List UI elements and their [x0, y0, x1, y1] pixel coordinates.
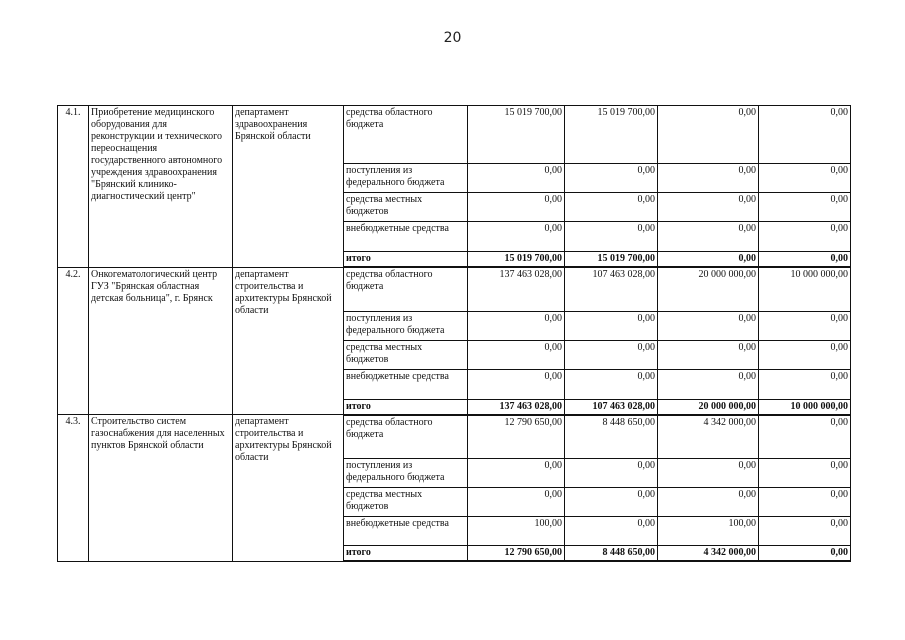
total-year-2: 4 342 000,00: [658, 546, 759, 562]
amount-year-2: 0,00: [658, 340, 759, 369]
amount-total: 0,00: [468, 459, 565, 488]
amount-year-1: 0,00: [565, 488, 658, 517]
total-year-3: 0,00: [759, 252, 851, 268]
event-title: Строительство систем газоснабжения для населенных пунктов Брянской области: [89, 415, 233, 562]
amount-year-2: 0,00: [658, 222, 759, 252]
total-label: итого: [344, 399, 468, 415]
amount-year-1: 8 448 650,00: [565, 415, 658, 459]
amount-year-1: 0,00: [565, 193, 658, 222]
total-label: итого: [344, 546, 468, 562]
amount-year-2: 4 342 000,00: [658, 415, 759, 459]
funding-source: внебюджетные средства: [344, 222, 468, 252]
executor: департамент здравоохранения Брянской области: [233, 106, 344, 268]
event-title: Приобретение медицинского оборудования для реконструкции и технического переоснащения государственного автономного учреждения здравоохранения "Брянский клинико-диагностический центр": [89, 106, 233, 268]
total-year-3: 10 000 000,00: [759, 399, 851, 415]
amount-year-3: 0,00: [759, 193, 851, 222]
table-row: [58, 106, 851, 164]
budget-table: [57, 105, 851, 562]
amount-total: 12 790 650,00: [468, 415, 565, 459]
amount-year-2: 100,00: [658, 517, 759, 546]
event-title: Онкогематологический центр ГУЗ "Брянская областная детская больница", г. Брянск: [89, 267, 233, 415]
amount-total: 0,00: [468, 311, 565, 340]
amount-year-3: 0,00: [759, 340, 851, 369]
amount-year-1: 0,00: [565, 340, 658, 369]
amount-year-2: 0,00: [658, 459, 759, 488]
amount-year-1: 0,00: [565, 459, 658, 488]
total-year-2: 0,00: [658, 252, 759, 268]
total-label: итого: [344, 252, 468, 268]
amount-year-3: 0,00: [759, 369, 851, 399]
amount-total: 0,00: [468, 340, 565, 369]
funding-source: поступления из федерального бюджета: [344, 311, 468, 340]
amount-year-2: 0,00: [658, 164, 759, 193]
funding-source: внебюджетные средства: [344, 369, 468, 399]
amount-year-3: 0,00: [759, 459, 851, 488]
table-row: [58, 415, 851, 459]
row-number: 4.1.: [58, 106, 89, 268]
amount-year-3: 0,00: [759, 311, 851, 340]
amount-year-1: 0,00: [565, 517, 658, 546]
funding-source: поступления из федерального бюджета: [344, 459, 468, 488]
amount-total: 137 463 028,00: [468, 267, 565, 311]
amount-year-3: 0,00: [759, 164, 851, 193]
total-amount: 137 463 028,00: [468, 399, 565, 415]
row-number: 4.2.: [58, 267, 89, 415]
amount-year-2: 0,00: [658, 369, 759, 399]
executor: департамент строительства и архитектуры Брянской области: [233, 267, 344, 415]
amount-year-3: 0,00: [759, 222, 851, 252]
amount-year-3: 0,00: [759, 488, 851, 517]
amount-year-2: 0,00: [658, 193, 759, 222]
funding-source: средства областного бюджета: [344, 415, 468, 459]
amount-total: 100,00: [468, 517, 565, 546]
funding-source: средства местных бюджетов: [344, 488, 468, 517]
amount-total: 15 019 700,00: [468, 106, 565, 164]
amount-total: 0,00: [468, 164, 565, 193]
funding-source: внебюджетные средства: [344, 517, 468, 546]
amount-year-3: 0,00: [759, 517, 851, 546]
table-row: [58, 267, 851, 311]
funding-source: средства областного бюджета: [344, 106, 468, 164]
amount-year-3: 0,00: [759, 415, 851, 459]
amount-year-2: 0,00: [658, 488, 759, 517]
total-year-3: 0,00: [759, 546, 851, 562]
amount-total: 0,00: [468, 488, 565, 517]
amount-year-2: 20 000 000,00: [658, 267, 759, 311]
total-year-2: 20 000 000,00: [658, 399, 759, 415]
funding-source: поступления из федерального бюджета: [344, 164, 468, 193]
amount-year-1: 15 019 700,00: [565, 106, 658, 164]
executor: департамент строительства и архитектуры Брянской области: [233, 415, 344, 562]
amount-year-1: 107 463 028,00: [565, 267, 658, 311]
amount-total: 0,00: [468, 369, 565, 399]
amount-year-1: 0,00: [565, 369, 658, 399]
total-amount: 15 019 700,00: [468, 252, 565, 268]
amount-year-2: 0,00: [658, 311, 759, 340]
amount-year-1: 0,00: [565, 311, 658, 340]
amount-year-3: 0,00: [759, 106, 851, 164]
total-amount: 12 790 650,00: [468, 546, 565, 562]
amount-year-1: 0,00: [565, 222, 658, 252]
total-year-1: 107 463 028,00: [565, 399, 658, 415]
funding-source: средства областного бюджета: [344, 267, 468, 311]
amount-year-3: 10 000 000,00: [759, 267, 851, 311]
amount-total: 0,00: [468, 193, 565, 222]
amount-year-1: 0,00: [565, 164, 658, 193]
amount-year-2: 0,00: [658, 106, 759, 164]
row-number: 4.3.: [58, 415, 89, 562]
funding-source: средства местных бюджетов: [344, 193, 468, 222]
amount-total: 0,00: [468, 222, 565, 252]
page-number: 20: [443, 30, 462, 46]
funding-source: средства местных бюджетов: [344, 340, 468, 369]
total-year-1: 8 448 650,00: [565, 546, 658, 562]
total-year-1: 15 019 700,00: [565, 252, 658, 268]
